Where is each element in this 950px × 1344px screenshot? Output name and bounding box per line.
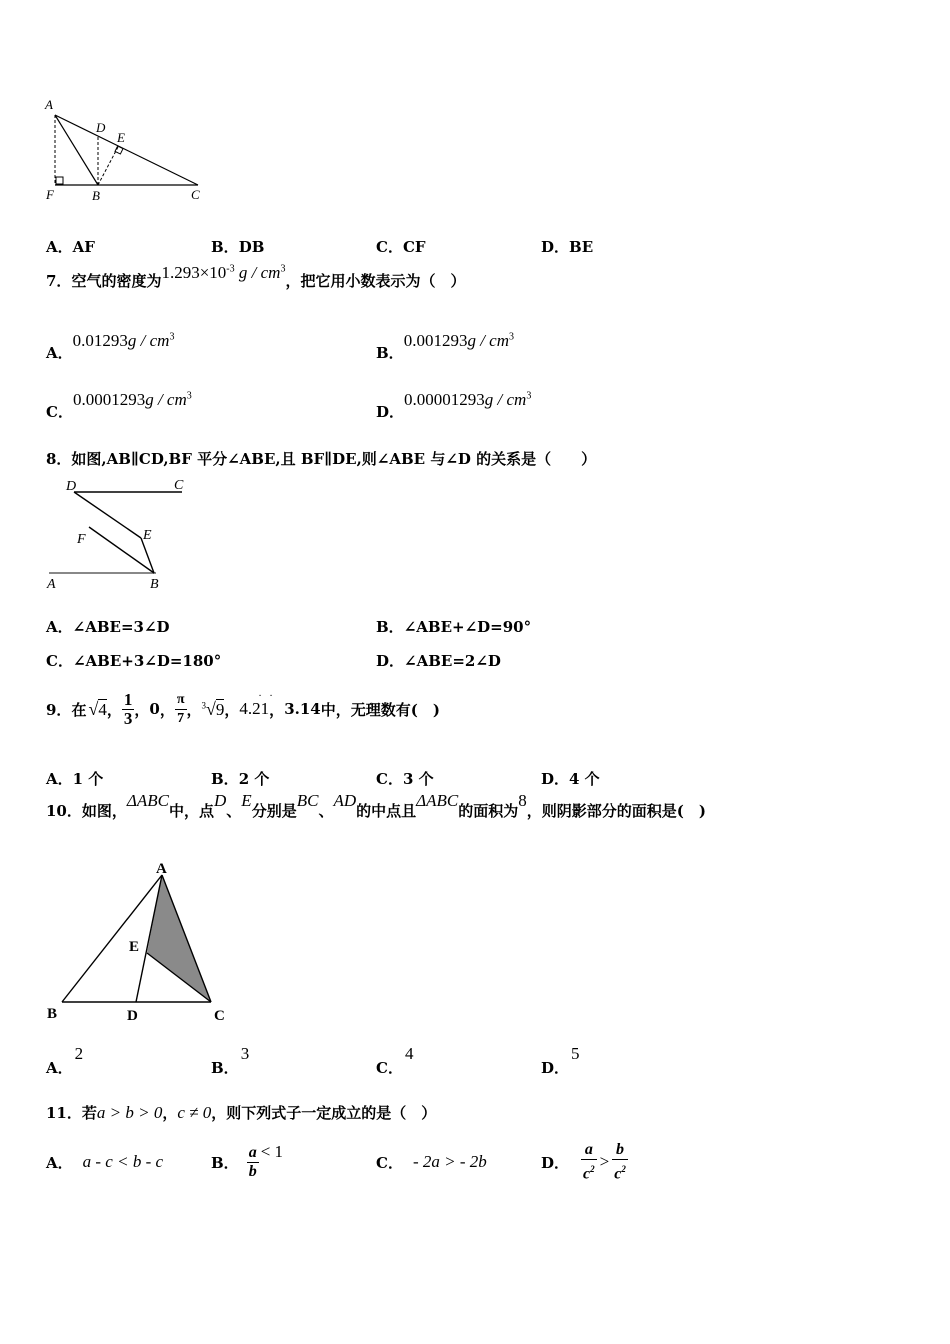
q11-option-c[interactable]: C． - 2a > - 2b xyxy=(376,1152,487,1172)
q10-option-c[interactable]: C．4 xyxy=(376,1044,414,1077)
q10-stem: 10．如图，ΔABC中，点D、E分别是BC、AD的中点且ΔABC的面积为8，则阴影部分的面积是( ) xyxy=(46,791,706,820)
q6-option-a[interactable]: A．AF xyxy=(46,238,95,256)
q6-figure xyxy=(40,95,220,210)
q11-option-d[interactable]: D． $\frac{a}{c^2}$ > $\frac{b}{c^2}$ xyxy=(541,1140,626,1183)
fig8-label-a: A xyxy=(47,577,56,592)
q10-shaded-region xyxy=(147,875,211,1002)
fig10-label-c: C xyxy=(214,1008,225,1024)
q11-option-b[interactable]: B． $\frac{a}{b}$ < 1 xyxy=(211,1142,284,1180)
fig10-label-a: A xyxy=(156,861,167,877)
fig8-label-b: B xyxy=(150,577,159,592)
q7-option-a[interactable]: A．$0.01293g / cm^3$ xyxy=(46,331,175,362)
fig6-label-c: C xyxy=(191,187,200,202)
q7-stem: 7．空气的密度为$1.293\times 10^{-3}$ g / $cm^3$，把它用小数表示为（ ） xyxy=(46,263,466,290)
fig10-label-b: B xyxy=(47,1006,58,1022)
fig6-label-e: E xyxy=(117,130,125,145)
q9-option-b[interactable]: B．2 个 xyxy=(211,770,270,788)
fig6-label-b: B xyxy=(92,188,100,203)
q9-option-d[interactable]: D．4 个 xyxy=(541,770,600,788)
fig8-label-e: E xyxy=(143,528,152,543)
q8-option-d[interactable]: D．∠ABE=2∠D xyxy=(376,652,501,670)
q8-option-c[interactable]: C．∠ABE+3∠D=180° xyxy=(46,652,222,670)
q10-option-b[interactable]: B．3 xyxy=(211,1044,250,1077)
q6-option-c[interactable]: C．CF xyxy=(376,238,426,256)
q9-option-a[interactable]: A．1 个 xyxy=(46,770,104,788)
fig8-label-f: F xyxy=(77,532,86,547)
q8-stem: 8．如图,AB∥CD,BF 平分∠ABE,且 BF∥DE,则∠ABE 与∠D 的关系是（ ） xyxy=(46,450,597,468)
q6-option-d[interactable]: D．BE xyxy=(541,238,594,256)
q7-option-d[interactable]: D．$0.00001293g / cm^3$ xyxy=(376,390,532,421)
q8-figure xyxy=(44,475,204,595)
q8-option-a[interactable]: A．∠ABE=3∠D xyxy=(46,618,170,636)
q6-option-b[interactable]: B．DB xyxy=(211,238,265,256)
q10-option-a[interactable]: A．2 xyxy=(46,1044,84,1077)
q7-option-b[interactable]: B．$0.001293g / cm^3$ xyxy=(376,331,514,362)
fig8-label-c: C xyxy=(174,478,184,493)
q11-stem: 11．若a > b > 0，c ≠ 0，则下列式子一定成立的是（ ） xyxy=(46,1103,437,1122)
fig10-label-e: E xyxy=(129,939,140,955)
fig6-label-a: A xyxy=(45,97,53,112)
fig6-label-f: F xyxy=(46,187,54,202)
fig6-label-d: D xyxy=(96,120,106,135)
fig8-label-d: D xyxy=(66,479,77,494)
q10-figure xyxy=(44,858,244,1028)
q9-stem: 9． 在 √4 ， $\frac{1}{3}$ ， 0 ， $\frac{\pi}{7}$ ， $^3$√9 ， 4.21 · · ， 3.14 中，无理数有( ) xyxy=(46,689,440,728)
q9-option-c[interactable]: C．3 个 xyxy=(376,770,434,788)
q11-option-a[interactable]: A． a - c < b - c xyxy=(46,1152,164,1172)
q7-option-c[interactable]: C．$0.0001293g / cm^3$ xyxy=(46,390,192,421)
q10-option-d[interactable]: D．5 xyxy=(541,1044,580,1077)
fig10-label-d: D xyxy=(127,1008,138,1024)
q8-option-b[interactable]: B．∠ABE+∠D=90° xyxy=(376,618,532,636)
